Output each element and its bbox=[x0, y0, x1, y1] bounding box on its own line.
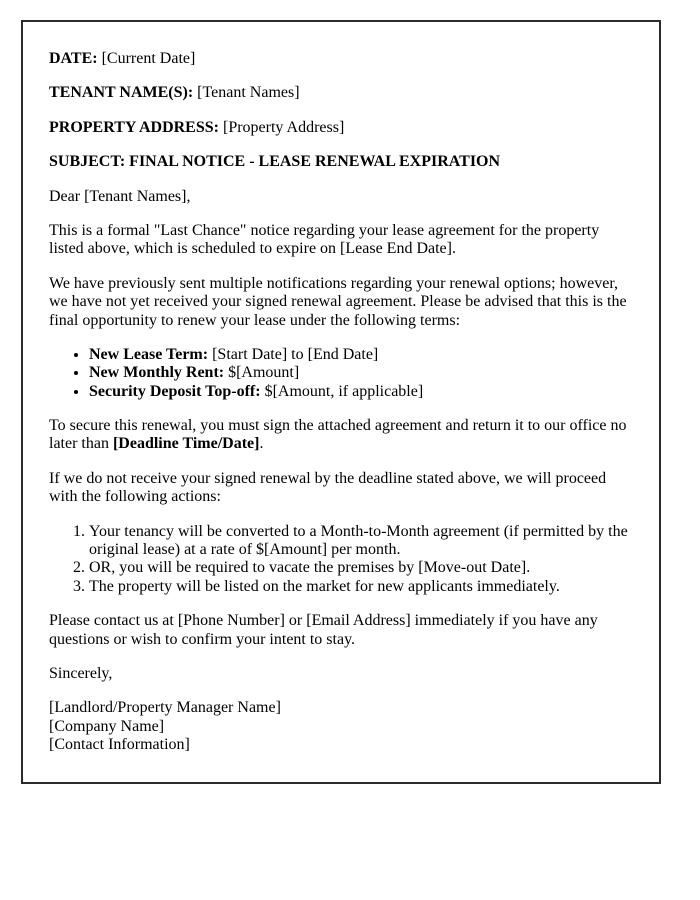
salutation: Dear [Tenant Names], bbox=[49, 187, 191, 205]
deadline-text-before: To secure this renewal, you must sign the attached agreement and return it to our office no later than bbox=[49, 417, 627, 453]
lease-renewal-final-notice-letter bbox=[21, 20, 661, 784]
list-item bbox=[89, 364, 631, 382]
intro-paragraph: This is a formal "Last Chance" notice regarding your lease agreement for the property listed above, which is scheduled to expire on [Lease End Date]. bbox=[49, 221, 600, 258]
renewal-terms-list bbox=[49, 346, 631, 401]
subject-text: SUBJECT: FINAL NOTICE - LEASE RENEWAL EXPIRATION bbox=[49, 153, 501, 171]
property-address-label: PROPERTY ADDRESS: bbox=[49, 118, 219, 136]
property-address-value: [Property Address] bbox=[218, 118, 345, 136]
tenant-name-label: TENANT NAME(S): bbox=[49, 84, 194, 102]
deadline-paragraph bbox=[49, 417, 631, 454]
contact-paragraph: Please contact us at [Phone Number] or [Email Address] immediately if you have any questions or wish to confirm your intent to stay. bbox=[49, 612, 598, 648]
term-value: $[Amount] bbox=[224, 364, 300, 382]
signature-name-line: [Landlord/Property Manager Name] bbox=[49, 699, 281, 717]
subject-line bbox=[49, 153, 631, 171]
deadline-text-after: . bbox=[259, 435, 264, 453]
term-label: Security Deposit Top-off: bbox=[89, 382, 261, 400]
actions-intro-paragraph: If we do not receive your signed renewal by the deadline stated above, we will proceed with the following actions: bbox=[49, 469, 607, 506]
list-item: 2. OR, you will be required to vacate the premises by [Move-out Date]. bbox=[89, 559, 631, 577]
tenant-name-value: [Tenant Names] bbox=[193, 84, 300, 102]
tenant-name-field bbox=[49, 84, 631, 102]
term-value: [Start Date] to [End Date] bbox=[208, 345, 379, 363]
deadline-value: [Deadline Time/Date] bbox=[112, 435, 260, 453]
closing: Sincerely, bbox=[49, 664, 113, 682]
list-item: 1. Your tenancy will be converted to a Month-to-Month agreement (if permitted by the original lease) at a rate of $[Amount] per month. bbox=[89, 523, 631, 560]
signature-company-line: [Company Name] bbox=[49, 717, 165, 735]
term-value: $[Amount, if applicable] bbox=[260, 382, 424, 400]
term-label: New Lease Term: bbox=[89, 345, 209, 363]
consequence-actions-list bbox=[49, 523, 631, 597]
date-field bbox=[49, 50, 631, 68]
terms-intro-paragraph: We have previously sent multiple notifications regarding your renewal options; however, we have not yet received your signed renewal agreement. Please be advised that this is the final opportunity to renew your lease under the following terms: bbox=[49, 274, 627, 329]
list-item bbox=[89, 346, 631, 364]
date-label: DATE: bbox=[49, 50, 98, 67]
list-item: 3. The property will be listed on the market for new applicants immediately. bbox=[89, 578, 631, 596]
signature-block bbox=[49, 699, 631, 754]
property-address-field bbox=[49, 119, 631, 137]
list-item bbox=[89, 383, 631, 401]
signature-contact-line: [Contact Information] bbox=[49, 736, 190, 754]
term-label: New Monthly Rent: bbox=[89, 364, 225, 382]
date-value: [Current Date] bbox=[97, 50, 196, 67]
